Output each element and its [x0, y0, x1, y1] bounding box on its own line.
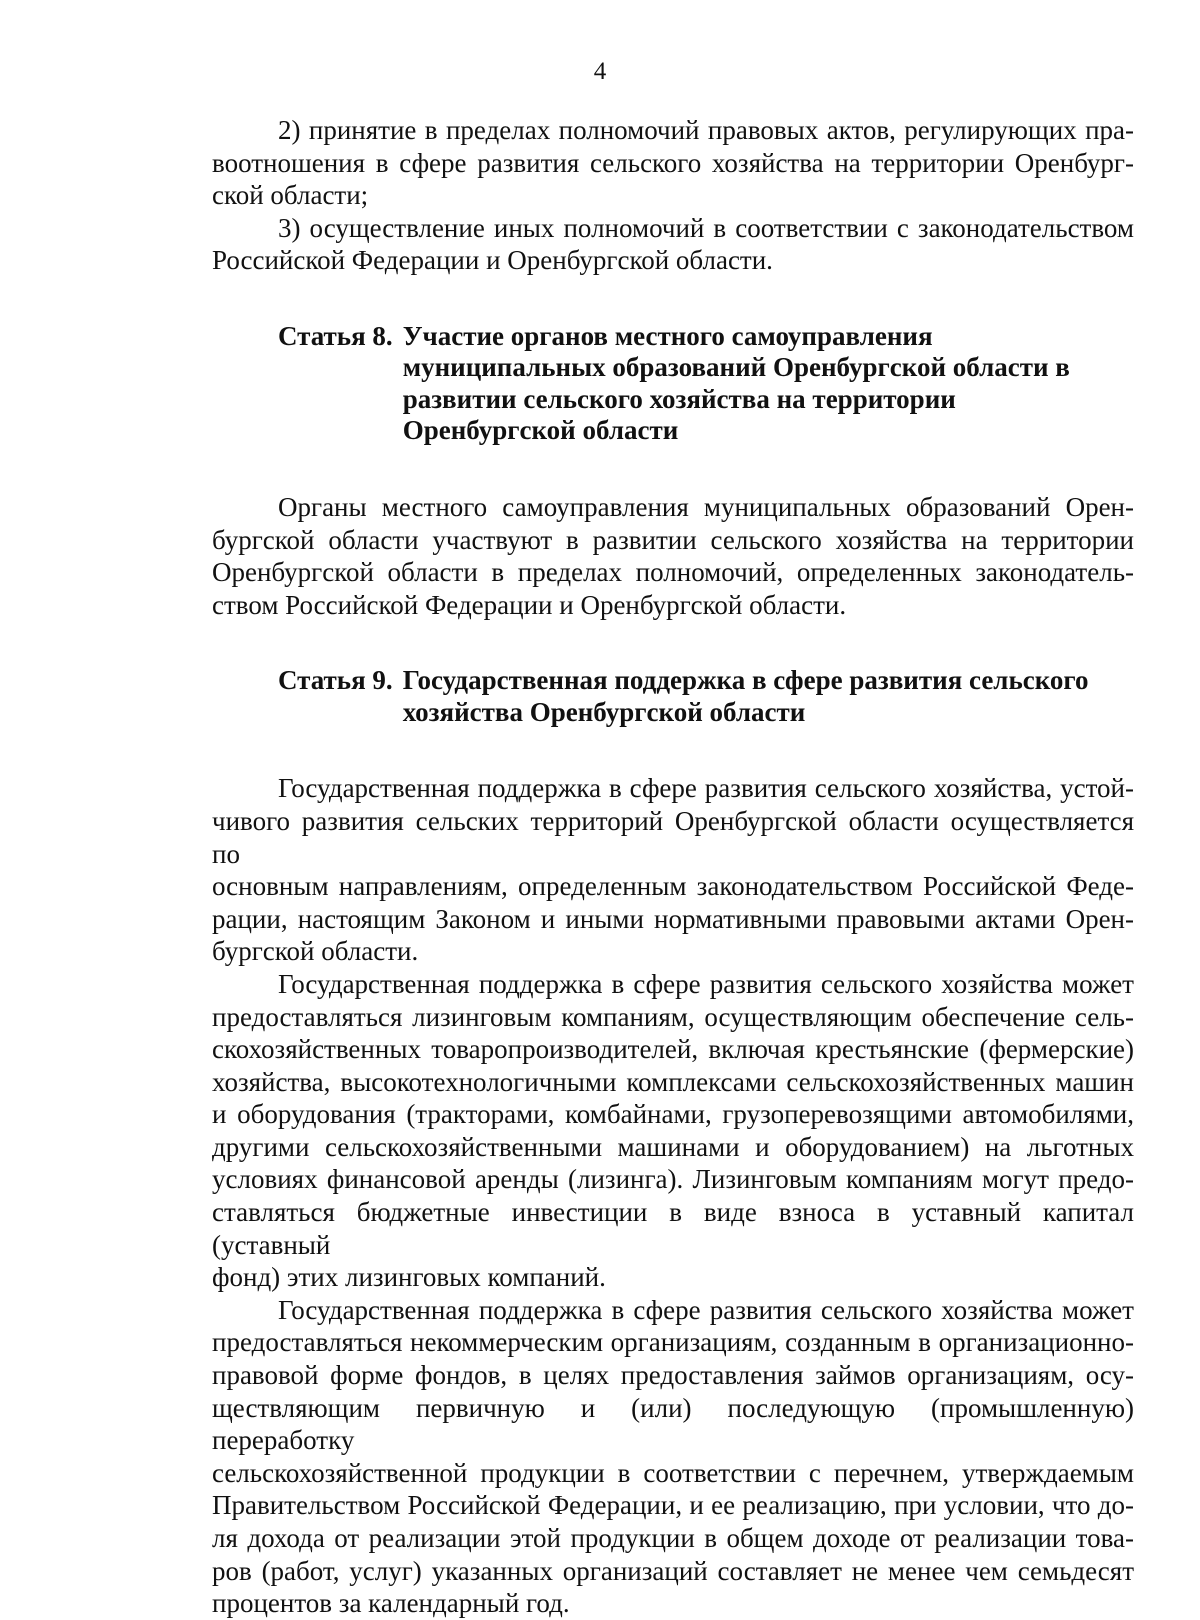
text-line: Государственная поддержка в сфере развития сельского хозяйства может	[278, 1294, 1134, 1325]
article-9-paragraph-3	[212, 1294, 1134, 1620]
text-line: Оренбургской области в пределах полномочий, определенных законодатель-	[212, 557, 1134, 588]
heading-line: Оренбургской области	[402, 415, 679, 446]
heading-line: Государственная поддержка в сфере развития сельского	[402, 665, 1089, 696]
text-line: процентов за календарный год.	[212, 1588, 570, 1619]
article-8-heading	[212, 321, 1134, 447]
article-8-title	[393, 321, 1070, 447]
text-line: 3) осуществление иных полномочий в соответствии с законодательством	[278, 212, 1134, 243]
article-9-label: Статья 9.	[278, 665, 393, 696]
article-8-label: Статья 8.	[278, 320, 393, 351]
text-line: воотношения в сфере развития сельского хозяйства на территории Оренбург-	[212, 147, 1134, 178]
article-9-paragraph-1	[212, 772, 1134, 968]
article-8-paragraph-1	[212, 491, 1134, 621]
text-line: ров (работ, услуг) указанных организаций составляет не менее чем семьдесят	[212, 1555, 1134, 1586]
intro-paragraph-1	[212, 114, 1134, 212]
heading-line: развитии сельского хозяйства на территории	[402, 383, 956, 414]
text-line: сельскохозяйственной продукции в соответствии с перечнем, утверждаемым	[212, 1457, 1134, 1488]
article-9-title	[393, 665, 1089, 728]
text-line: условиях финансовой аренды (лизинга). Лизинговым компаниям могут предо-	[212, 1164, 1134, 1195]
text-line: предоставляться лизинговым компаниям, осуществляющим обеспечение сель-	[212, 1001, 1134, 1032]
text-line: чивого развития сельских территорий Оренбургской области осуществляется по	[212, 805, 1134, 869]
article-9-body	[212, 772, 1134, 1619]
text-line: основным направлениям, определенным законодательством Российской Феде-	[212, 871, 1134, 902]
text-line: и оборудования (тракторами, комбайнами, грузоперевозящими автомобилями,	[212, 1099, 1134, 1130]
intro-section	[212, 114, 1134, 277]
text-line: бургской области.	[212, 936, 419, 967]
text-line: Органы местного самоуправления муниципальных образований Орен-	[278, 491, 1134, 522]
text-line: ществляющим первичную и (или) последующую (промышленную) переработку	[212, 1392, 1134, 1456]
heading-line: муниципальных образований Оренбургской области в	[402, 352, 1070, 383]
document-body	[212, 114, 1134, 1620]
text-line: фонд) этих лизинговых компаний.	[212, 1262, 606, 1293]
text-line: 2) принятие в пределах полномочий правовых актов, регулирующих пра-	[278, 115, 1134, 145]
article-9-heading	[212, 665, 1134, 728]
article-8-body	[212, 491, 1134, 621]
text-line: Государственная поддержка в сфере развития сельского хозяйства, устой-	[278, 773, 1134, 804]
text-line: хозяйства, высокотехнологичными комплексами сельскохозяйственных машин	[212, 1066, 1134, 1097]
text-line: ством Российской Федерации и Оренбургской области.	[212, 589, 847, 620]
text-line: предоставляться некоммерческим организациям, созданным в организационно-	[212, 1327, 1134, 1358]
article-9-paragraph-2	[212, 968, 1134, 1294]
heading-line: хозяйства Оренбургской области	[402, 696, 806, 727]
text-line: Правительством Российской Федерации, и ее реализацию, при условии, что до-	[212, 1490, 1134, 1521]
text-line: рации, настоящим Законом и иными нормативными правовыми актами Орен-	[212, 903, 1134, 934]
page-number: 4	[593, 58, 607, 85]
text-line: ской области;	[212, 180, 369, 211]
heading-line: Участие органов местного самоуправления	[402, 320, 933, 351]
intro-paragraph-2	[212, 212, 1134, 277]
text-line: ставляться бюджетные инвестиции в виде взноса в уставный капитал (уставный	[212, 1197, 1134, 1260]
text-line: бургской области участвуют в развитии сельского хозяйства на территории	[212, 524, 1134, 555]
text-line: ля дохода от реализации этой продукции в общем доходе от реализации това-	[212, 1523, 1134, 1553]
text-line: другими сельскохозяйственными машинами и оборудованием) на льготных	[212, 1131, 1134, 1162]
text-line: Российской Федерации и Оренбургской области.	[212, 245, 773, 276]
text-line: скохозяйственных товаропроизводителей, включая крестьянские (фермерские)	[212, 1034, 1134, 1065]
text-line: правовой форме фондов, в целях предоставления займов организациям, осу-	[212, 1360, 1134, 1391]
text-line: Государственная поддержка в сфере развития сельского хозяйства может	[278, 968, 1134, 999]
